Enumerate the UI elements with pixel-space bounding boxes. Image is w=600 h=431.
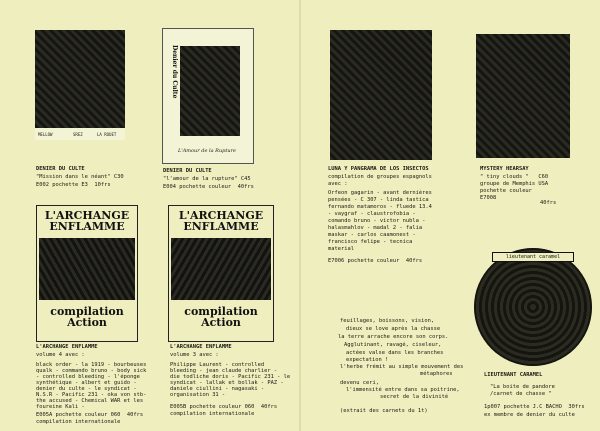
cover-label-2: SREZ: [73, 132, 83, 137]
item4-line-5: organisation 31 -: [170, 392, 226, 398]
item4-subheading: volume 3 avec :: [170, 352, 219, 358]
item3-extra: compilation internationale: [36, 419, 121, 425]
item6-price: 40frs: [540, 200, 557, 206]
item5-line-0: Orfeon gagarin - avant dernières: [328, 190, 432, 196]
poem-line-1: dieux se love après la chasse: [346, 326, 441, 332]
poem-line-2: la terre arrache encore son corps.: [338, 334, 449, 340]
poem-line-9: l'immensité entre dans sa poitrine,: [346, 387, 460, 393]
item7-heading: LIEUTENANT CARAMEL: [484, 372, 543, 378]
poem-line-7: métaphores: [420, 371, 453, 377]
item5-line-8: material: [328, 246, 354, 252]
item7-title2: /carnet de chasse ": [490, 391, 552, 397]
cover-artwork: [171, 238, 271, 300]
item7-title: "La boite de pandore: [490, 384, 555, 390]
item6-catalog: E7008: [480, 195, 497, 201]
item4-line-3: syndicat - lallak et bollak - PAZ -: [170, 380, 284, 386]
cover7-band: [492, 252, 574, 262]
item3-line-2: - controlled bleeding - l'éponge: [36, 374, 140, 380]
item5-heading: LUNA Y PANGRAMA DE LOS INSECTOS: [328, 166, 429, 172]
item1-artist: DENIER DU CULTE: [36, 166, 85, 172]
cover3-bottom-title: compilation Action: [50, 305, 124, 329]
poem-line-4: actées valse dans les branches: [346, 350, 444, 356]
cover-mystery-hearsay: [476, 34, 570, 158]
cover-artwork: [330, 30, 432, 160]
cover-lieutenant-caramel: [474, 248, 592, 366]
item2-catalog: E004 pochette couleur 40frs: [163, 184, 254, 190]
item6-line-1: pochette couleur: [480, 188, 532, 194]
item3-line-6: the accused - Chemical WAR et les: [36, 398, 144, 404]
cover-luna-pangrama: [330, 30, 432, 160]
item6-title: " tiny clouds " C60: [480, 174, 549, 180]
cover-artwork: [476, 34, 570, 158]
item5-line-5: halasmahlov - madal 2 - falia: [328, 225, 423, 231]
poem-line-0: feuillages, boissons, vision,: [340, 318, 435, 324]
item4-heading: L'ARCHANGE ENFLAMME: [170, 344, 232, 350]
cover-label-3: LA ROUET: [97, 132, 117, 137]
center-fold: [299, 0, 301, 431]
item1-catalog: E002 pochette E3 10frs: [36, 182, 111, 188]
item5-line-4: comando bruno - victor nubla -: [328, 218, 426, 224]
item3-line-7: foureine Kali -: [36, 404, 85, 410]
item3-line-4: denier du culte - le syndicat -: [36, 386, 137, 392]
cover4-bottom-title: compilation Action: [184, 305, 258, 329]
cover4-top-title: L'ARCHANGE ENFLAMME: [178, 209, 264, 233]
item5-line-7: francisco felipe - tecnica: [328, 239, 413, 245]
item3-line-3: synthétique - albert et guido -: [36, 380, 137, 386]
item5-avec: avec :: [328, 181, 348, 187]
cover7-band-label: lieutenant caramel: [505, 254, 561, 260]
item4-line-2: die todliche doris - Pacific 231 - le: [170, 374, 291, 380]
item2-title: "l'amour de la rupture" C45: [163, 176, 251, 182]
cover2-title: Denier du Culte: [171, 45, 178, 99]
item4-catalog: E005B pochette couleur 060 40frs: [170, 404, 278, 410]
item6-line-0: groupe de Memphis USA: [480, 181, 549, 187]
poem-line-5: expectation !: [346, 357, 389, 363]
cover-artwork: [474, 248, 592, 366]
poem-line-6: l'herbe frémit au simple mouvement des: [340, 364, 464, 370]
cover-archange-vol3: [168, 205, 274, 342]
item3-heading: L'ARCHANGE ENFLAMME: [36, 344, 98, 350]
item5-line-2: fernando matamoros - fluede 13.4: [328, 204, 432, 210]
cover-artwork: [180, 46, 240, 136]
cover-archange-vol4: [36, 205, 138, 342]
cover-denier-rupture: [180, 46, 240, 136]
item3-line-5: N.S.R - Pacific 231 - oka von stb-: [36, 392, 147, 398]
poem-source: (extrait des carnets du 1t): [340, 408, 428, 414]
item3-line-1: qualk - commando bruno - body sick: [36, 368, 147, 374]
item2-artist: DENIER DU CULTE: [163, 168, 212, 174]
item5-subheading: compilation de groupes espagnols: [328, 174, 432, 180]
poem-line-8: devenu ceri,: [340, 380, 379, 386]
item3-subheading: volume 4 avec :: [36, 352, 85, 358]
item5-line-3: - vaygraf - claustrofobia -: [328, 211, 416, 217]
item3-catalog: E005A pochette couleur 060 40frs: [36, 412, 144, 418]
cover-artwork: [35, 30, 125, 140]
item4-extra: compilation internationale: [170, 411, 255, 417]
item1-title: "Mission dans le néant" C30: [36, 174, 124, 180]
cover2-subtitle: L'Amour de la Rupture: [178, 148, 236, 154]
item5-line-1: pensées - C 307 - linda tastica: [328, 197, 429, 203]
item7-catalog: 1p007 pochette J.C BACHO 30frs: [484, 404, 585, 410]
cover-artwork: [39, 238, 135, 300]
item6-heading: MYSTERY HEARSAY: [480, 166, 529, 172]
item4-line-0: Philippe Laurent - controlled: [170, 362, 265, 368]
item5-line-6: maskar - carlos caamonest -: [328, 232, 416, 238]
item5-catalog: E7006 pochette couleur 40frs: [328, 258, 423, 264]
item4-line-4: daniele ciullini - nagasaki -: [170, 386, 265, 392]
item7-extra: ex membre de denier du culte: [484, 412, 575, 418]
cover-label-1: MELLOW: [38, 132, 53, 137]
cover-denier-mission: [35, 30, 125, 140]
cover3-top-title: L'ARCHANGE ENFLAMME: [44, 209, 130, 233]
poem-line-10: secret de la divinité: [380, 394, 449, 400]
item4-line-1: bleeding - jean claude charlier -: [170, 368, 278, 374]
item3-line-0: black order - la 1919 - bourbeuses: [36, 362, 147, 368]
poem-line-3: Agglutinant, ravagé, ciseleur,: [344, 342, 442, 348]
